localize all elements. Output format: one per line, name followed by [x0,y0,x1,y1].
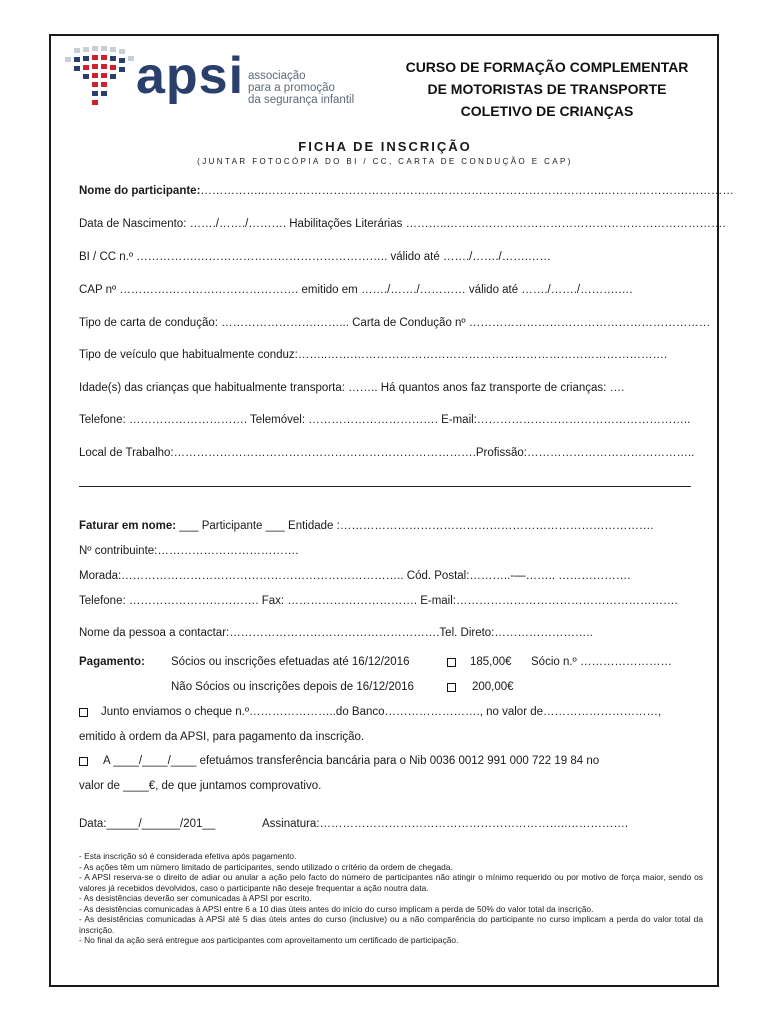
vehicle-field[interactable]: Tipo de veículo que habitualmente conduz:……..…….………………………………………………………………………. [79,349,668,361]
work-field[interactable]: Local de Trabalho:…………………………………………………………………….Profissão:…………………………………….. [79,447,695,459]
transfer-line[interactable]: A ____/____/____ efetuámos transferência bancária para o Nib 0036 0012 991 000 722 19 84 no [103,755,600,767]
date-field[interactable]: Data:_____/______/201__ [79,818,216,830]
id-field[interactable]: BI / CC n.º …………….………………………………………….. válido até ……./……./…….…… [79,251,551,263]
transfer-checkbox[interactable] [79,757,88,766]
payment-label: Pagamento: [79,656,145,668]
nonmembers-checkbox[interactable] [447,683,456,692]
note-item: - As ações têm um número limitado de participantes, sendo utilizado o critério da ordem de chegada. [79,861,453,872]
invoice-field[interactable] [79,519,654,533]
transfer-line-2[interactable]: valor de ____€, de que juntamos comprovativo. [79,780,322,792]
logo-tagline-line: associação [248,70,306,82]
nif-field[interactable]: Nº contribuinte:………………………………. [79,545,299,557]
course-title-line: DE MOTORISTAS DE TRANSPORTE [427,81,667,97]
invoice-label: Faturar em nome: [79,520,177,532]
license-field[interactable]: Tipo de carta de condução: …………………….……... Carta de Condução nº ……………………………………………………… [79,317,711,329]
members-option [171,656,409,668]
note-item: - As desistências deverão ser comunicadas à APSI por escrito. [79,893,312,903]
apsi-logo [62,44,372,114]
birth-date-field[interactable]: Data de Nascimento: ……./……./………. Habilitações Literárias ………..………………………………………………………………. [79,218,726,230]
course-title-line: COLETIVO DE CRIANÇAS [460,103,634,119]
logo-tagline [248,70,354,106]
logo-mark-icon [62,44,140,110]
terms-notes [79,851,703,946]
cheque-line-2: emitido à ordem da APSI, para pagamento da inscrição. [79,731,365,743]
participant-name-label: Nome do participante: [79,185,201,197]
logo-tagline-line: para a promoção [248,82,335,95]
course-title [388,56,706,122]
form-subtitle: (JUNTAR FOTOCÓPIA DO BI / CC, CARTA DE CONDUÇÃO E CAP) [197,157,573,166]
note-item: - Esta inscrição só é considerada efetiva após pagamento. [79,851,297,861]
cheque-line[interactable]: Junto enviamos o cheque n.º…………………..do Banco……………………., no valor de…………………………, [101,706,662,718]
section-divider [79,486,691,487]
course-title-line: CURSO DE FORMAÇÃO COMPLEMENTAR [405,59,689,75]
signature-field[interactable]: Assinatura:………………………………………………………..……………. [262,818,629,830]
address-field[interactable]: Morada:……………………………………………………………….. Cód. Postal:………..-—…….. ………………. [79,570,631,582]
members-text: Sócios ou inscrições efetuadas até 16/12/2016 [171,656,410,668]
billing-phone-fax-field[interactable]: Telefone: ……………………………. Fax: ……………………………. E-mail:…………………………………………………. [79,595,678,607]
invoice-options: ___ Participante ___ Entidade :………………………………………………………………………. [176,520,654,532]
logo-tagline-line: da segurança infantil [248,94,355,107]
nonmembers-text: Não Sócios ou inscrições depois de 16/12/2016 [171,681,414,693]
children-field[interactable]: Idade(s) das crianças que habitualmente transporta: …….. Há quantos anos faz transporte de crianças: …. [79,382,625,394]
cheque-checkbox[interactable] [79,708,88,717]
participant-name-field[interactable] [79,184,734,198]
form-border [49,34,719,987]
members-price: 185,00€ [470,656,512,668]
nonmembers-price: 200,00€ [472,681,514,693]
members-checkbox[interactable] [447,658,456,667]
form-title: FICHA DE INSCRIÇÃO [298,139,472,154]
note-item: - No final da ação será entregue aos participantes com aproveitamento um certificado de participação. [79,935,459,945]
cap-field[interactable]: CAP nº ………….……………………………. emitido em ……./……./………… válido até ……./……./……….…. [79,284,633,296]
note-item: - As desistências comunicadas à APSI até 5 dias úteis antes do curso (inclusive) ou a não comparência do participante no curso implicam a perda do valor total da inscrição. [79,914,703,935]
phones-field[interactable]: Telefone: …………………………. Telemóvel: ……………………………. E-mail:……………………………………………….. [79,414,691,426]
member-number-field[interactable]: Sócio n.º …………………… [531,656,672,668]
note-item: - A APSI reserva-se o direito de adiar ou anular a ação pelo facto do número de participantes não atingir o mínimo requerido ou por motivo de força maior, sendo os valores já recebidos devolvidos, caso o participante não deseje frequentar a ação noutra data. [79,872,703,893]
participant-name-dots: ……………..……………………………………………………………………………..………………….………… [200,185,734,197]
note-item: - As desistências comunicadas à APSI entre 6 a 10 dias úteis antes do início do curso implicam a perda de 50% do valor total da inscrição. [79,903,594,914]
contact-field[interactable]: Nome da pessoa a contactar:……………………………………………….Tel. Direto:…………………….. [79,627,593,639]
logo-wordmark: apsi [136,47,245,105]
